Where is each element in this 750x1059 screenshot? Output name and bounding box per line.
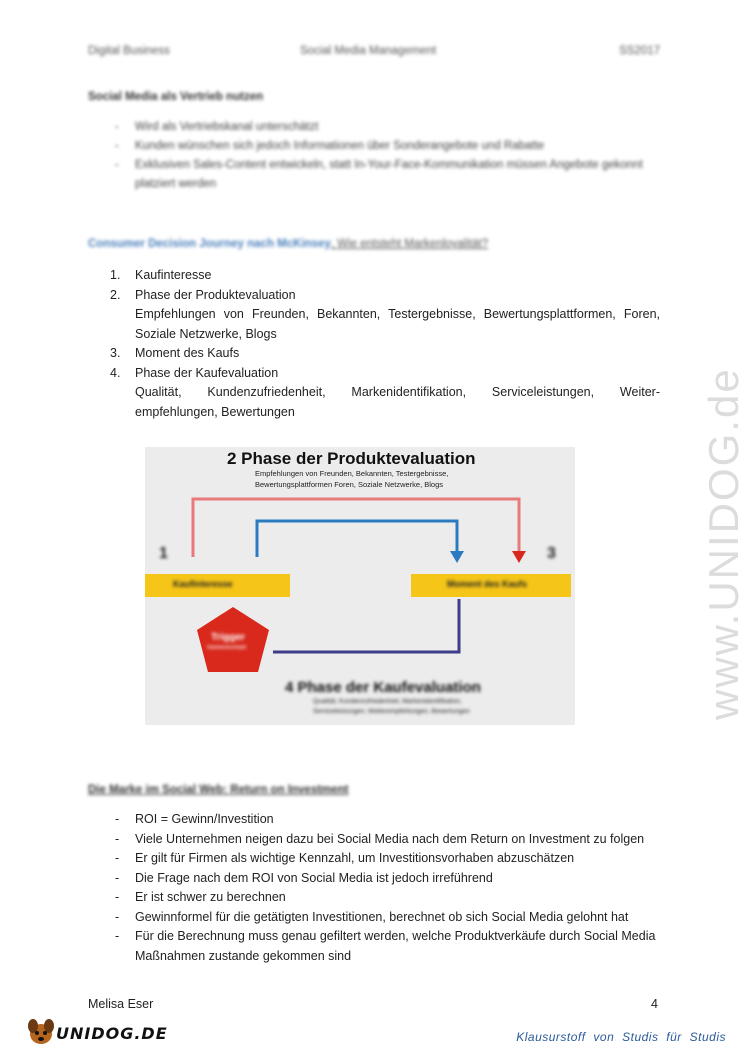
trigger-label: Trigger <box>211 632 245 643</box>
vertrieb-bullet-list <box>115 118 660 194</box>
step-number-1: 1 <box>159 545 168 562</box>
phase4-heading: 4 Phase der Kaufevaluation <box>285 679 481 696</box>
kaufinteresse-label: Kaufinteresse <box>173 579 233 589</box>
phase4-sub-line: Qualität, Kundenzufriedenheit, Markenidentifikation, <box>313 698 462 705</box>
roi-section-title: Die Marke im Social Web: Return on Investment <box>88 784 349 796</box>
phase2-heading: 2 Phase der Produktevaluation <box>227 449 476 468</box>
header-center: Social Media Management <box>300 45 437 57</box>
phase-title: Phase der Produktevaluation <box>135 287 296 302</box>
phase-description: empfehlungen, Bewertungen <box>135 404 295 419</box>
list-item <box>110 266 660 286</box>
dog-icon <box>24 1014 58 1048</box>
header-left: Digital Business <box>88 45 170 57</box>
list-item: - ROI = Gewinn/Investition <box>115 810 675 830</box>
footer-author: Melisa Eser <box>88 997 154 1011</box>
list-item: - Er gilt für Firmen als wichtige Kennzahl, um Investitionsvorhaben abzuschätzen <box>115 849 675 869</box>
phase-number: 3. <box>110 346 121 360</box>
list-item: - Kunden wünschen sich jedoch Informationen über Sonderangebote und Rabatte <box>115 137 660 156</box>
unidog-logo[interactable] <box>24 1014 204 1048</box>
list-item: - Die Frage nach dem ROI von Social Media ist jedoch irreführend <box>115 869 675 889</box>
phase2-sub-line: Bewertungsplattformen Foren, Soziale Netzwerke, Blogs <box>255 480 444 489</box>
phase2-sub-line: Empfehlungen von Freunden, Bekannten, Testergebnisse, <box>255 469 449 478</box>
header-right: SS2017 <box>619 45 660 57</box>
trigger-sub-label: Markenkontakt <box>207 645 247 651</box>
phase4-sub-line: Serviceleistungen, Weiterempfehlungen, Bewertungen <box>313 708 470 715</box>
red-arrow-line <box>193 499 519 557</box>
step-number-3: 3 <box>547 545 556 562</box>
consumer-journey-diagram <box>145 447 575 725</box>
phase-number: 2. <box>110 287 121 302</box>
cdj-heading: Consumer Decision Journey nach McKinsey, Wie entsteht Markenloyalität? <box>88 238 489 250</box>
moment-des-kaufs-label: Moment des Kaufs <box>447 579 528 589</box>
list-item: - Gewinnformel für die getätigten Investitionen, berechnet ob sich Social Media gelohnt hat <box>115 908 675 928</box>
section-title-vertrieb: Social Media als Vertrieb nutzen <box>88 91 264 103</box>
cdj-title-link[interactable]: Consumer Decision Journey nach McKinsey <box>88 238 331 250</box>
footer-tagline: Klausurstoff von Studis für Studis <box>516 1030 726 1044</box>
list-item: - Exklusiven Sales-Content entwickeln, statt In-Your-Face-Kommunikation müssen Angebote gekonnt platziert werden <box>115 156 660 194</box>
list-item <box>110 286 660 345</box>
phase-description: Empfehlungen von Freunden, Bekannten, Testergebnisse, Bewertungsplattformen, Foren, <box>135 307 660 321</box>
phase-number: 1. <box>110 268 121 282</box>
phase-description: Soziale Netzwerke, Blogs <box>135 326 277 341</box>
roi-bullet-list <box>115 810 675 966</box>
watermark: www.UNIDOG.de <box>700 367 747 720</box>
blue-arrow-line <box>257 521 457 557</box>
phase-number: 4. <box>110 365 121 380</box>
navy-arrow-line <box>273 599 459 652</box>
cdj-title-question: Wie entsteht Markenloyalität? <box>337 238 489 250</box>
list-item <box>110 364 660 423</box>
phase-title: Phase der Kaufevaluation <box>135 365 279 380</box>
page-number: 4 <box>651 997 658 1011</box>
list-item: - Wird als Vertriebskanal unterschätzt <box>115 118 660 137</box>
list-item: - Viele Unternehmen neigen dazu bei Social Media nach dem Return on Investment zu folgen <box>115 830 675 850</box>
phase-description: Qualität, Kundenzufriedenheit, Markenidentifikation, Serviceleistungen, Weiter- <box>135 385 660 399</box>
page-header <box>88 45 660 61</box>
logo-text: UNIDOG.DE <box>56 1024 168 1043</box>
list-item: - Für die Berechnung muss genau gefiltert werden, welche Produktverkäufe durch Social Media Maßnahmen zustande gekommen sind <box>115 927 675 966</box>
list-item: - Er ist schwer zu berechnen <box>115 888 675 908</box>
phase-title: Moment des Kaufs <box>135 346 240 360</box>
red-arrowhead <box>512 551 526 563</box>
list-item <box>110 344 660 364</box>
blue-arrowhead <box>450 551 464 563</box>
phase-list <box>110 266 660 422</box>
phase-title: Kaufinteresse <box>135 268 212 282</box>
